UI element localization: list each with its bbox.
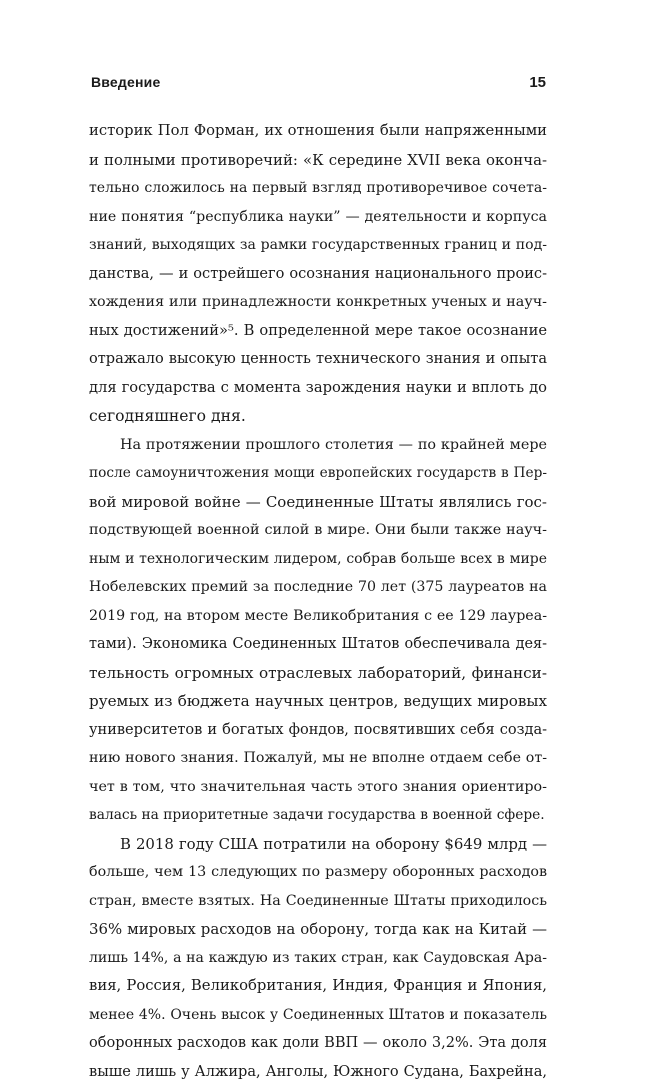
text-line: На протяжении прошлого столетия — по крайней мере: [89, 431, 547, 460]
text-line: тельность огромных отраслевых лабораторий, финанси-: [89, 659, 547, 688]
page-number: 15: [529, 74, 546, 91]
text-line: университетов и богатых фондов, посвятивших себя созда-: [89, 716, 547, 745]
text-line: больше, чем 13 следующих по размеру оборонных расходов: [89, 858, 547, 887]
text-line: хождения или принадлежности конкретных ученых и науч-: [89, 288, 547, 317]
text-line: менее 4%. Очень высок у Соединенных Штатов и показатель: [89, 1001, 547, 1030]
text-line: выше лишь у Алжира, Анголы, Южного Судана, Бахрейна,: [89, 1058, 547, 1086]
text-line: знаний, выходящих за рамки государственных границ и под-: [89, 231, 547, 260]
text-line: ным и технологическим лидером, собрав больше всех в мире: [89, 545, 547, 574]
text-line: для государства с момента зарождения науки и вплоть до: [89, 374, 547, 403]
text-line: тельно сложилось на первый взгляд противоречивое сочета-: [89, 174, 547, 203]
body-text: [89, 117, 547, 1086]
text-line: подствующей военной силой в мире. Они были также науч-: [89, 516, 547, 545]
text-line: лишь 14%, а на каждую из таких стран, как Саудовская Ара-: [89, 944, 547, 973]
text-line: ние понятия “республика науки” — деятельности и корпуса: [89, 203, 547, 232]
text-line: и полными противоречий: «К середине XVII века оконча-: [89, 146, 547, 175]
text-line: руемых из бюджета научных центров, ведущих мировых: [89, 687, 547, 716]
text-line: ных достижений»⁵. В определенной мере такое осознание: [89, 317, 547, 346]
text-line: В 2018 году США потратили на оборону $649 млрд —: [89, 830, 547, 859]
text-line: сегодняшнего дня.: [89, 402, 547, 431]
text-line: вия, Россия, Великобритания, Индия, Франция и Япония,: [89, 972, 547, 1001]
text-line: оборонных расходов как доли ВВП — около 3,2%. Эта доля: [89, 1029, 547, 1058]
text-line: нию нового знания. Пожалуй, мы не вполне отдаем себе от-: [89, 744, 547, 773]
text-line: историк Пол Форман, их отношения были напряженными: [89, 117, 547, 146]
paragraph-2: [89, 431, 547, 830]
text-line: валась на приоритетные задачи государства в военной сфере.: [89, 801, 547, 830]
text-line: Нобелевских премий за последние 70 лет (375 лауреатов на: [89, 573, 547, 602]
running-head: Введение: [91, 74, 160, 90]
text-line: 36% мировых расходов на оборону, тогда как на Китай —: [89, 915, 547, 944]
text-line: после самоуничтожения мощи европейских государств в Пер-: [89, 459, 547, 488]
text-line: отражало высокую ценность технического знания и опыта: [89, 345, 547, 374]
text-line: тами). Экономика Соединенных Штатов обеспечивала дея-: [89, 630, 547, 659]
text-line: чет в том, что значительная часть этого знания ориентиро-: [89, 773, 547, 802]
text-line: вой мировой войне — Соединенные Штаты являлись гос-: [89, 488, 547, 517]
text-line: стран, вместе взятых. На Соединенные Штаты приходилось: [89, 887, 547, 916]
text-line: данства, — и острейшего осознания национального проис-: [89, 260, 547, 289]
paragraph-3: [89, 830, 547, 1086]
text-line: 2019 год, на втором месте Великобритания с ее 129 лауреа-: [89, 602, 547, 631]
paragraph-1: [89, 117, 547, 431]
